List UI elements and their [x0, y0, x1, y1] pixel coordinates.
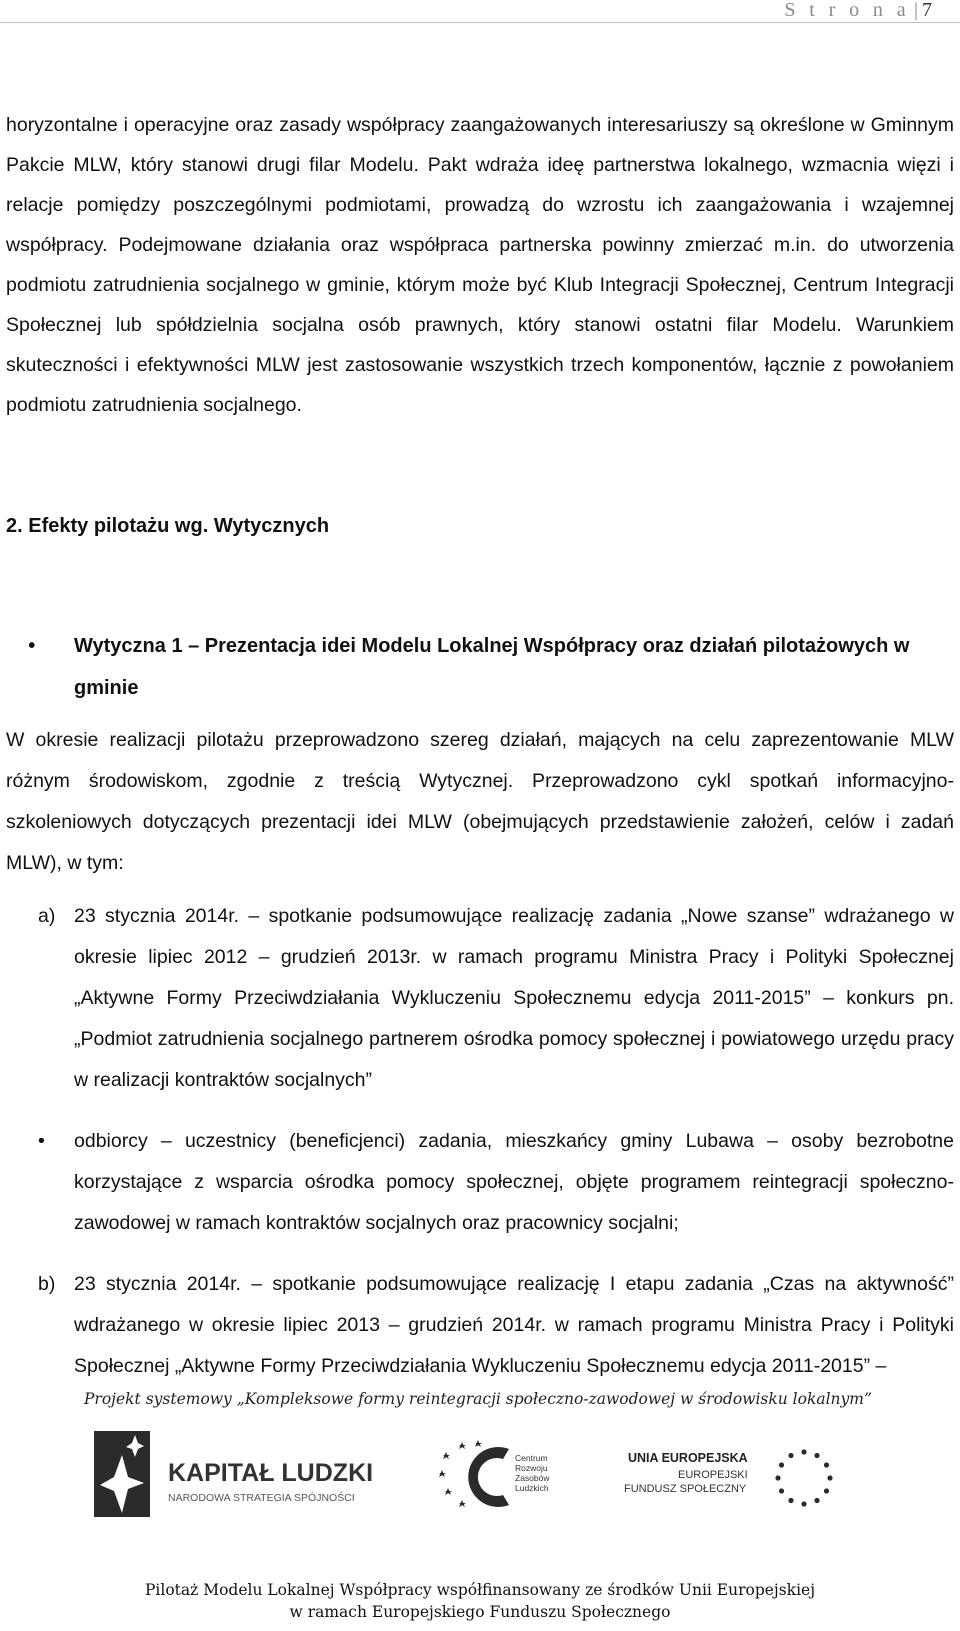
project-caption: Projekt systemowy „Kompleksowe formy reintegracji społeczno-zawodowej w środowisku lokalnym” — [84, 1390, 872, 1408]
logo-line: Centrum — [515, 1453, 548, 1463]
cofinance-line: Pilotaż Modelu Lokalnej Współpracy współfinansowany ze środków Unii Europejskiej — [144, 1581, 816, 1599]
logo-line: UNIA EUROPEJSKA — [628, 1451, 748, 1465]
bullet-icon: • — [38, 1130, 45, 1152]
logo-subtitle: NARODOWA STRATEGIA SPÓJNOŚCI — [168, 1492, 355, 1504]
kapital-ludzki-logo — [92, 1425, 382, 1525]
list-marker: a) — [38, 905, 56, 927]
page-word: S t r o n a — [784, 0, 910, 21]
list-marker: b) — [38, 1273, 56, 1295]
list-item-text: 23 stycznia 2014r. – spotkanie podsumowujące realizację zadania „Nowe szanse” wdrażanego w okresie lipiec 2012 – grudzień 2013r. w ramach programu Ministra Pracy i Polityki Społecznej „Aktywne Formy Przeciwdziałania Wykluczeniu Społecznemu edycja 2011-2015” – konkurs pn. „Podmiot zatrudnienia socjalnego partnerem ośrodka pomocy społecznej i powiatowego urzędu pracy w realizacji kontraktów socjalnych” — [74, 905, 954, 1091]
page-header — [0, 0, 960, 23]
meetings-list — [6, 896, 954, 1407]
list-item — [6, 1121, 954, 1244]
bullet-icon: • — [6, 635, 36, 657]
body-paragraph-2: W okresie realizacji pilotażu przeprowadzono szereg działań, mających na celu zaprezentowanie MLW różnym środowiskom, zgodnie z treścią Wytycznej. Przeprowadzono cykl spotkań informacyjno-szkoleniowych dotyczących prezentacji idei MLW (obejmujących przedstawienie założeń, celów i zadań MLW), w tym: — [6, 729, 954, 874]
list-item-text: 23 stycznia 2014r. – spotkanie podsumowujące realizację I etapu zadania „Czas na aktywność” wdrażanego w okresie lipiec 2013 – grudzień 2014r. w ramach programu Ministra Pracy i Polityki Społecznej „Aktywne Formy Przeciwdziałania Wykluczeniu Społecznemu edycja 2011-2015” – — [74, 1273, 954, 1377]
logo-line: Rozwoju — [515, 1463, 548, 1473]
eu-logo — [622, 1440, 852, 1520]
intro-section — [6, 105, 954, 425]
page-separator: | — [913, 0, 918, 21]
body-paragraph: horyzontalne i operacyjne oraz zasady współpracy zaangażowanych interesariuszy są określone w Gminnym Pakcie MLW, który stanowi drugi filar Modelu. Pakt wdraża ideę partnerstwa lokalnego, wzmacnia więzi i relacje pomiędzy poszczególnymi podmiotami, prowadzą do wzrostu ich zaangażowania i wzajemnej współpracy. Podejmowane działania oraz współpraca partnerska powinny zmierzać m.in. do utworzenia podmiotu zatrudnienia socjalnego w gminie, którym może być Klub Integracji Społecznej, Centrum Integracji Społecznej lub spółdzielnia socjalna osób prawnych, który stanowi ostatni filar Modelu. Warunkiem skuteczności i efektywności MLW jest zastosowanie wszystkich trzech komponentów, łącznie z powołaniem podmiotu zatrudnienia socjalnego. — [6, 114, 954, 416]
cofinance-footer — [0, 1579, 960, 1623]
logo-line: FUNDUSZ SPOŁECZNY — [624, 1483, 747, 1495]
letter-c-icon — [468, 1447, 509, 1507]
guideline-heading — [6, 625, 954, 709]
centrum-logo — [433, 1437, 563, 1517]
section-heading: 2. Efekty pilotażu wg. Wytycznych — [6, 515, 330, 537]
list-item — [6, 896, 954, 1101]
logo-line: Zasobów — [515, 1473, 550, 1483]
logo-title: KAPITAŁ LUDZKI — [168, 1459, 374, 1487]
cofinance-line: w ramach Europejskiego Funduszu Społecznego — [289, 1603, 671, 1621]
logo-line: Ludzkich — [515, 1483, 549, 1493]
guideline-heading-text: Wytyczna 1 – Prezentacja idei Modelu Lokalnej Współpracy oraz działań pilotażowych w gminie — [74, 635, 910, 699]
logo-line: EUROPEJSKI — [678, 1469, 748, 1481]
list-item — [6, 1264, 954, 1387]
eu-stars-icon — [775, 1449, 832, 1506]
list-item-text: odbiorcy – uczestnicy (beneficjenci) zadania, mieszkańcy gminy Lubawa – osoby bezrobotne korzystające z wsparcia ośrodka pomocy społecznej, objęte programem reintegracji społeczno-zawodowej w ramach kontraktów socjalnych oraz pracownicy socjalni; — [74, 1130, 954, 1234]
page-number: 7 — [922, 0, 932, 21]
page-number-label — [784, 0, 932, 22]
